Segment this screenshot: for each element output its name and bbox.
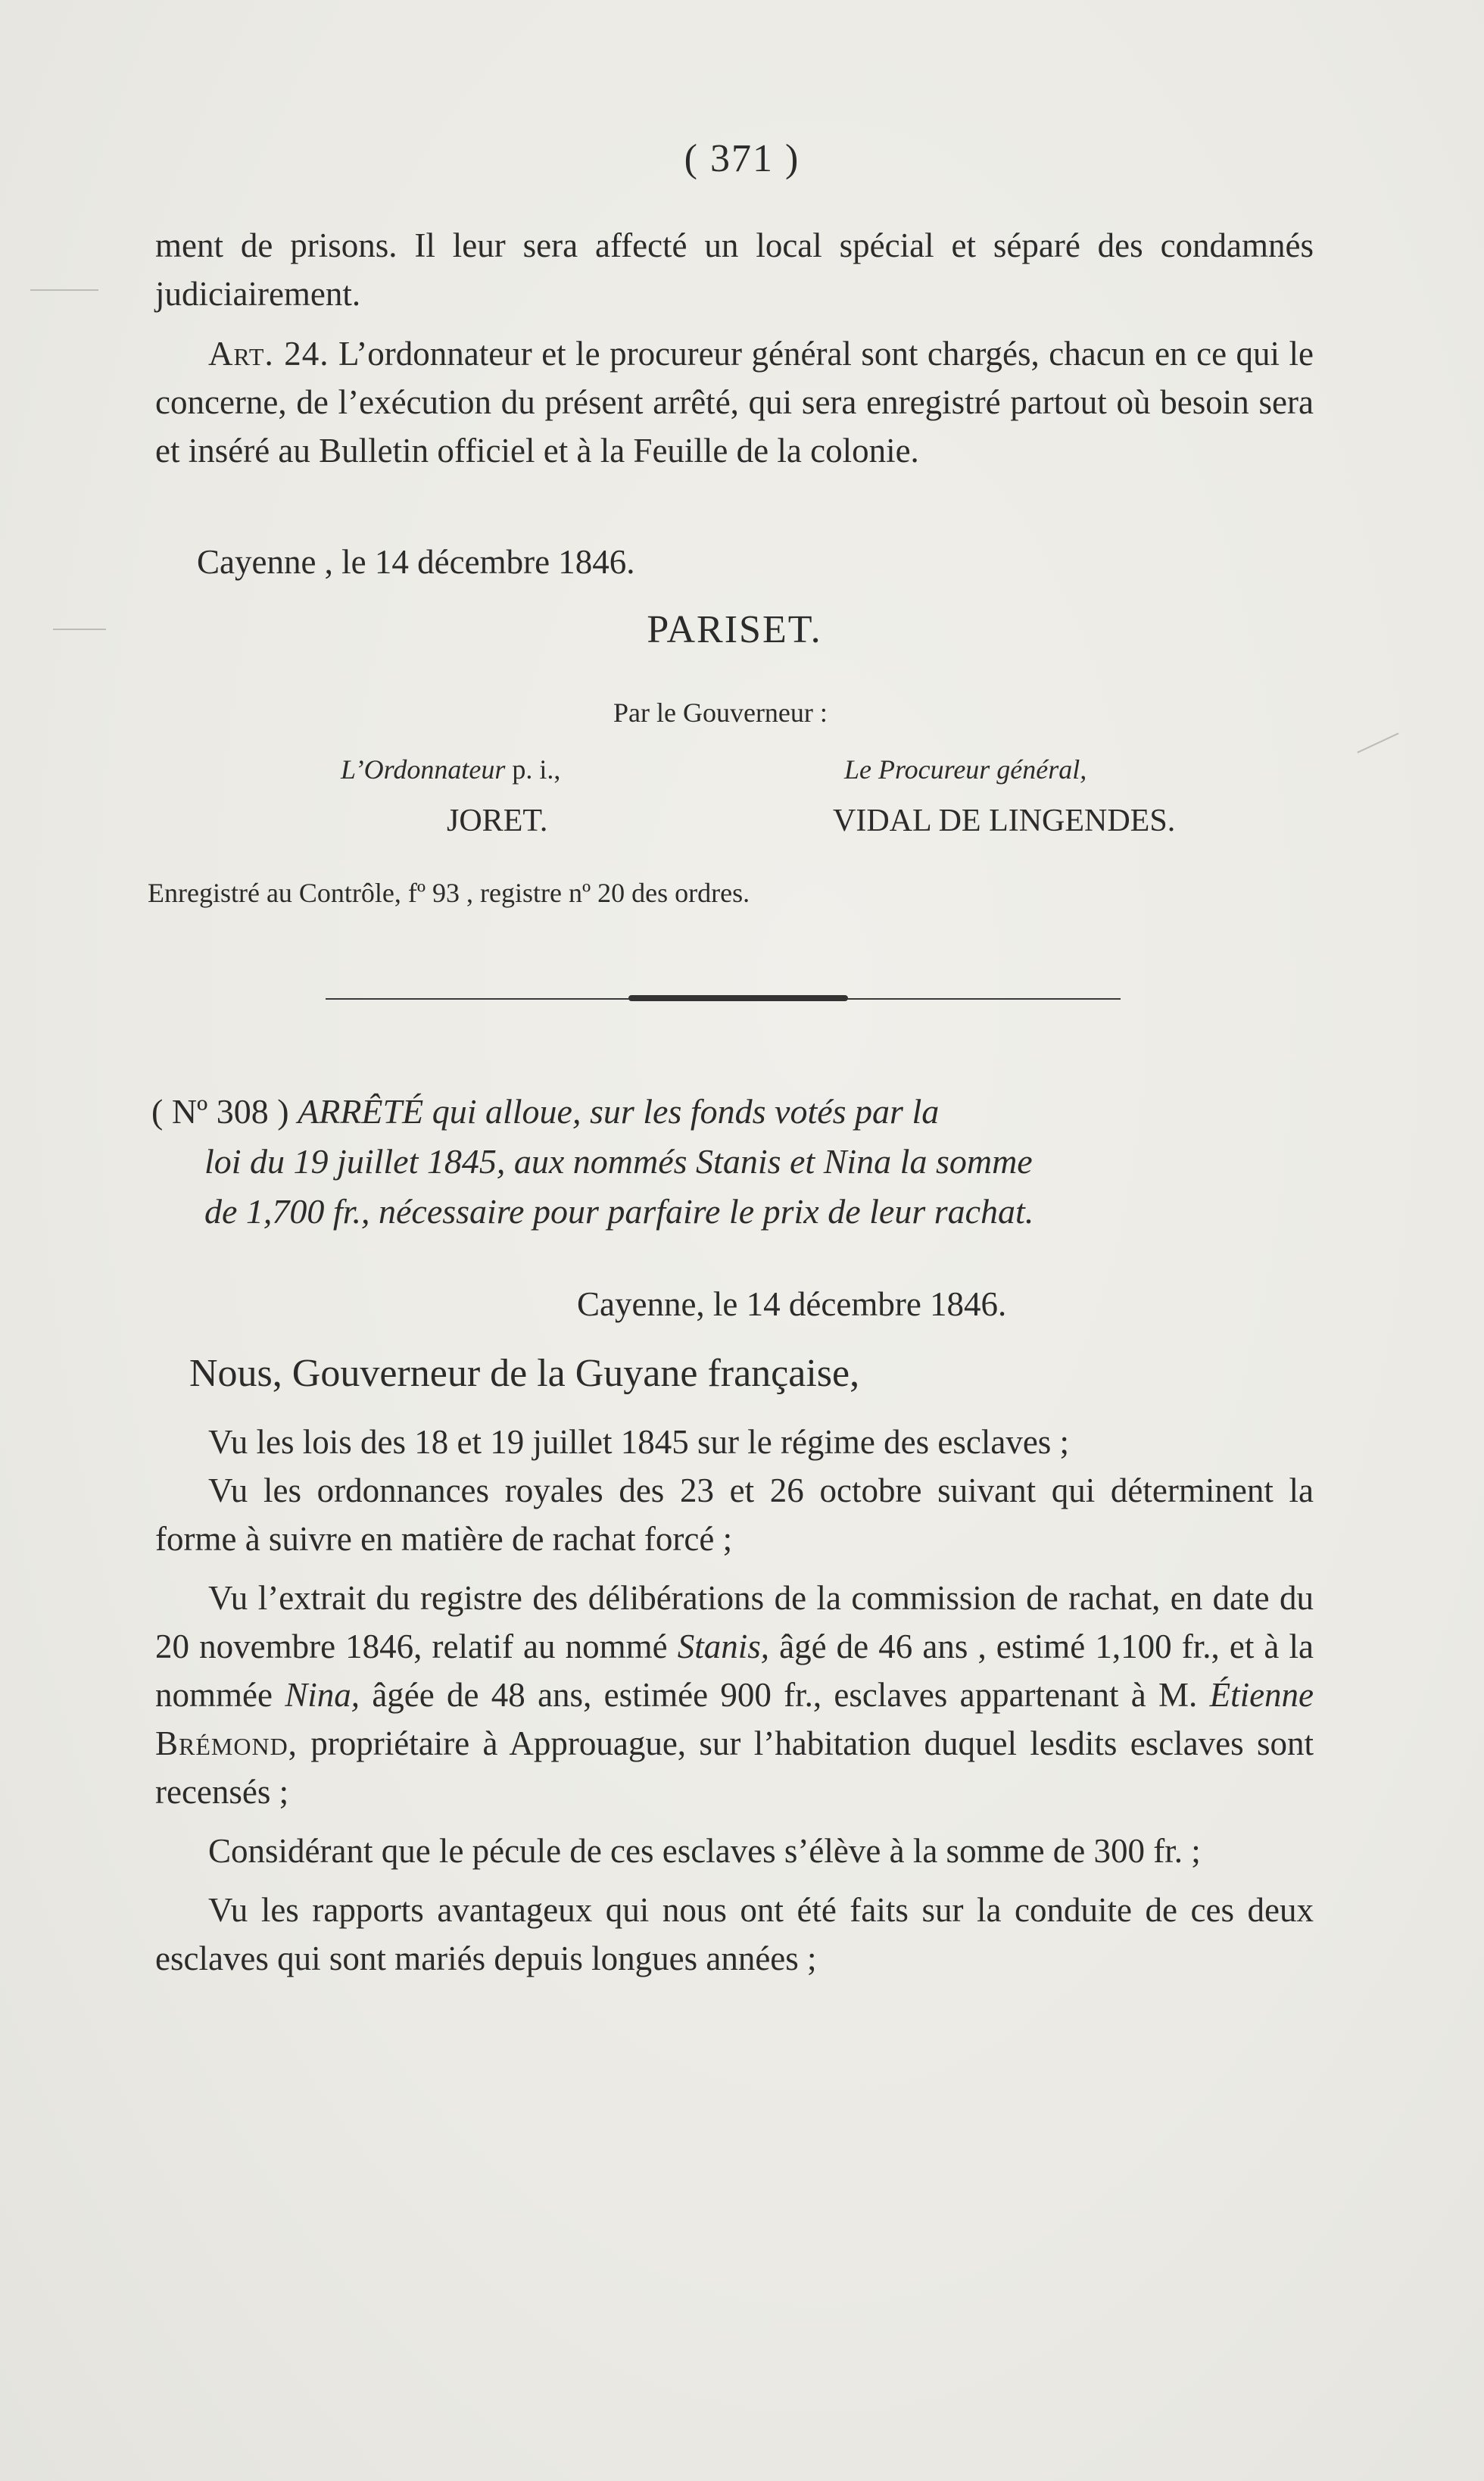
registration-note: Enregistré au Contrôle, fº 93 , registre nº 20 des ordres.: [148, 878, 750, 908]
procureur-name: VIDAL DE LINGENDES.: [833, 804, 1176, 838]
article-24-paragraph: [155, 329, 1314, 475]
name-nina: Nina,: [285, 1676, 360, 1714]
heading-line-1: [151, 1087, 1317, 1137]
heading-text-1: ARRÊTÉ qui alloue, sur les fonds votés par la: [298, 1092, 940, 1131]
margin-mark: [1357, 732, 1398, 753]
paragraph-text: ment de prisons. Il leur sera affecté un local spécial et séparé des condamnés judiciairement.: [155, 226, 1314, 313]
name-etienne: Étienne: [1209, 1676, 1314, 1714]
ordonnateur-title-text: L’Ordonnateur: [341, 754, 506, 785]
arrete-number: ( Nº 308 ): [151, 1092, 289, 1131]
considerant-3-a: Vu l’extrait du registre des délibérations de la commission de rachat, en date du 20 novembre 1846, relatif au nommé: [155, 1579, 1314, 1665]
considerant-5: Vu les rapports avantageux qui nous ont été faits sur la conduite de ces deux esclaves qui sont mariés depuis longues années ;: [155, 1891, 1314, 1977]
considerant-4: Considérant que le pécule de ces esclaves s’élève à la somme de 300 fr. ;: [208, 1832, 1201, 1870]
arrete-heading: [151, 1087, 1317, 1237]
ordonnateur-title-suffix: p. i.,: [512, 754, 561, 785]
page-number: ( 371 ): [684, 137, 800, 180]
section-divider-ornament: [628, 995, 848, 1001]
nous-gouverneur: [189, 1350, 1348, 1398]
arrete-place-date: Cayenne, le 14 décembre 1846.: [577, 1285, 1007, 1323]
name-stanis: Stanis,: [677, 1627, 769, 1665]
arrete-body: [155, 1418, 1314, 1983]
governor-signature: PARISET.: [647, 608, 822, 651]
place-date: Cayenne , le 14 décembre 1846.: [197, 543, 635, 581]
heading-line-2: loi du 19 juillet 1845, aux nommés Stanis et Nina la somme: [204, 1142, 1033, 1181]
considerant-3-d: propriétaire à Approuague, sur l’habitation duquel lesdits esclaves sont recensés ;: [155, 1724, 1314, 1811]
margin-mark: [30, 289, 98, 291]
considerant-3-b: âgé de 46 ans , estimé 1,100 fr., et à la nommée: [155, 1627, 1314, 1714]
considerant-3-c: âgée de 48 ans, estimée 900 fr., esclaves appartenant à M.: [372, 1676, 1198, 1714]
considerant-3: [155, 1574, 1314, 1816]
nous-gouverneur-text: Nous, Gouverneur de la Guyane française,: [189, 1352, 860, 1395]
ordonnateur-title: [341, 754, 560, 785]
margin-mark: [53, 629, 106, 630]
par-le-gouverneur: Par le Gouverneur :: [613, 697, 828, 728]
procureur-title: Le Procureur général,: [844, 754, 1087, 785]
article-text: L’ordonnateur et le procureur général sont chargés, chacun en ce qui le concerne, de l’exécution du présent arrêté, qui sera enregistré partout où besoin sera et inséré au Bulletin officiel et à la Feuille de la colonie.: [155, 335, 1314, 470]
ordonnateur-name: JORET.: [447, 804, 548, 838]
article-label: Art. 24.: [208, 335, 329, 373]
heading-line-3: de 1,700 fr., nécessaire pour parfaire le prix de leur rachat.: [204, 1192, 1034, 1231]
paragraph-continuation: [155, 221, 1314, 318]
name-bremond: Brémond,: [155, 1724, 298, 1762]
considerant-2: Vu les ordonnances royales des 23 et 26 octobre suivant qui déterminent la forme à suivre en matière de rachat forcé ;: [155, 1471, 1314, 1558]
article-24: [155, 329, 1314, 475]
considerant-1: Vu les lois des 18 et 19 juillet 1845 sur le régime des esclaves ;: [208, 1423, 1070, 1461]
